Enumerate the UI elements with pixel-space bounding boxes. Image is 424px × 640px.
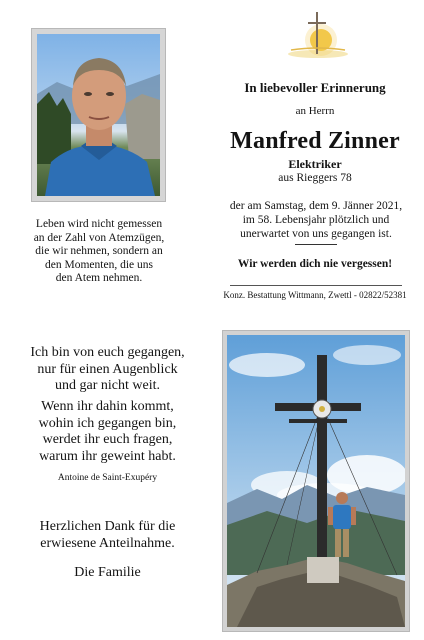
death-line: im 58. Lebensjahr plötzlich und: [242, 214, 390, 226]
divider-long: [230, 285, 402, 286]
intro-title: In liebevoller Erinnerung: [244, 80, 386, 95]
poem-line: nur für einen Augenblick: [37, 361, 178, 377]
summit-photo-image: [227, 335, 405, 627]
thanks-line: erwiesene Anteilnahme.: [40, 535, 175, 551]
portrait-photo-frame: [31, 28, 166, 202]
life-quote: [22, 218, 176, 286]
portrait-photo: [37, 34, 160, 196]
poem-author: Antoine de Saint-Exupéry: [57, 473, 158, 483]
funeral-home: Konz. Bestattung Wittmann, Zwettl - 02822/52381: [223, 290, 407, 300]
quote-line: Leben wird nicht gemessen: [35, 218, 163, 230]
deceased-name: Manfred Zinner: [230, 128, 400, 154]
death-line: unerwartet von uns gegangen ist.: [240, 228, 392, 240]
portrait-photo-image: [37, 34, 160, 196]
remember-phrase: Wir werden dich nie vergessen!: [237, 258, 393, 270]
death-announcement: [222, 199, 410, 241]
thanks-message: [20, 519, 195, 552]
poem-line: Wenn ihr dahin kommt,: [41, 399, 174, 414]
poem-line: werdet ihr euch fragen,: [42, 432, 173, 447]
quote-line: den Momenten, die uns: [45, 258, 153, 271]
origin-address: aus Rieggers 78: [278, 172, 352, 184]
poem-stanza-2: [20, 399, 195, 465]
death-line: der am Samstag, dem 9. Jänner 2021,: [229, 200, 403, 212]
poem-line: und gar nicht weit.: [55, 378, 160, 393]
thanks-line: Herzlichen Dank für die: [39, 519, 176, 534]
intro-subtitle: an Herrn: [295, 105, 335, 117]
summit-photo-frame: [222, 330, 410, 632]
quote-line: die wir nehmen, sondern an: [35, 245, 163, 258]
poem-line: Ich bin von euch gegangen,: [30, 345, 185, 360]
profession: Elektriker: [288, 157, 342, 171]
divider-short: [295, 244, 337, 245]
poem-line: warum ihr geweint habt.: [39, 448, 176, 464]
quote-line: an der Zahl von Atemzügen,: [33, 231, 165, 244]
quote-line: den Atem nehmen.: [55, 272, 143, 285]
family-signature: Die Familie: [74, 565, 141, 580]
summit-photo: [227, 335, 405, 627]
poem-line: wohin ich gegangen bin,: [38, 415, 177, 431]
poem-stanza-1: [20, 345, 195, 395]
cross-with-sun-icon: [283, 8, 353, 62]
